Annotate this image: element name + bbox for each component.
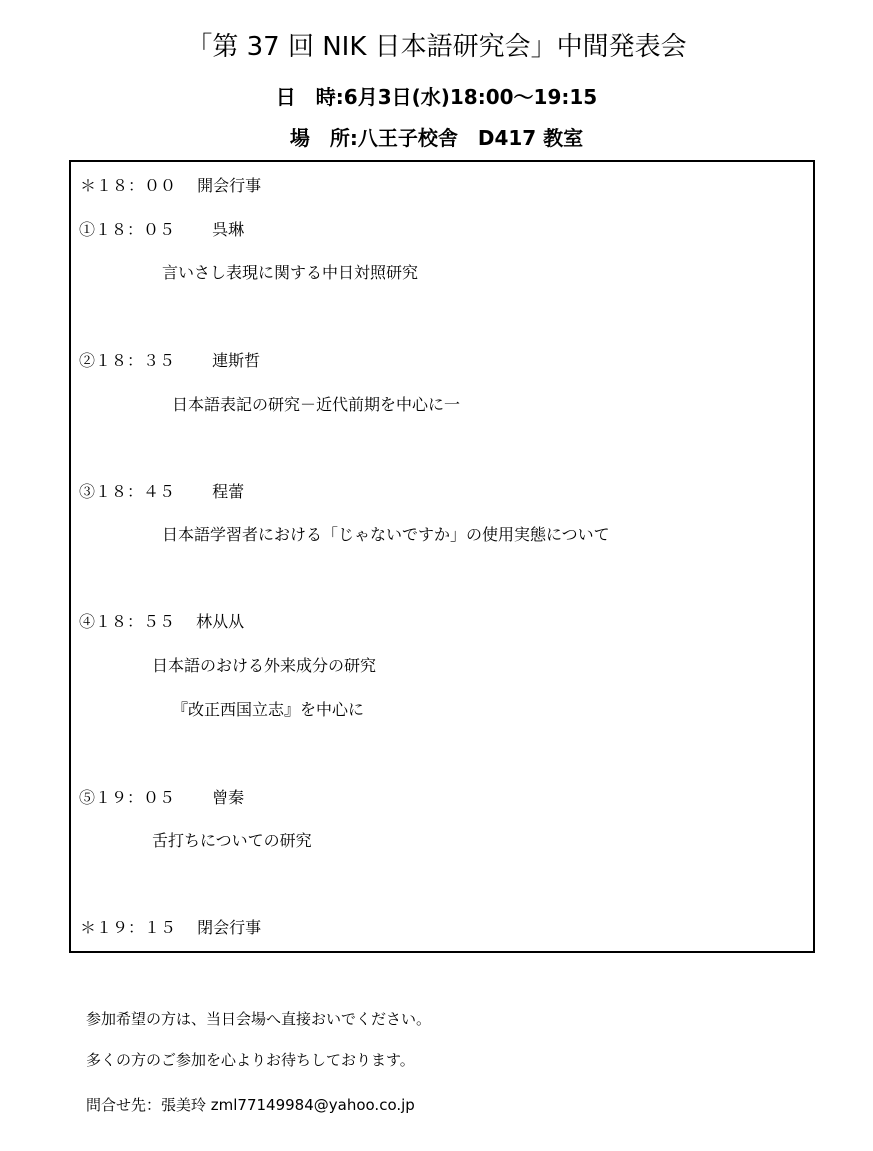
contact-info: 問合せ先：張美玲 zml77149984@yahoo.co.jp <box>86 1096 415 1114</box>
presentation-3-title: 日本語学習者における「じゃないですか」の使用実態について <box>162 525 610 544</box>
presentation-4-time: ④１８：５５ 林从从 <box>79 612 245 631</box>
presentation-4-subtitle: 『改正西国立志』を中心に <box>172 700 365 719</box>
presentation-5-time: ⑤１９：０５ 曾秦 <box>79 788 245 807</box>
presentation-2-title: 日本語表記の研究－近代前期を中心に一 <box>172 395 461 414</box>
event-location: 場 所:八王子校舎 D417 教室 <box>289 126 584 150</box>
page-title: 「第 37 回 NIK 日本語研究会」中間発表会 <box>186 32 687 62</box>
attendance-notice: 参加希望の方は、当日会場へ直接おいでください。 <box>86 1010 432 1028</box>
program-box <box>69 160 815 953</box>
presentation-3-time: ③１８：４５ 程蕾 <box>79 482 245 501</box>
event-date: 日 時:6月3日(水)18:00〜19:15 <box>275 85 598 109</box>
presentation-4-title: 日本語のおける外来成分の研究 <box>152 656 377 675</box>
opening-ceremony: ＊１８：００ 開会行事 <box>80 176 262 195</box>
presentation-2-time: ②１８：３５ 連斯哲 <box>79 351 261 370</box>
closing-ceremony: ＊１９：１５ 閉会行事 <box>80 918 262 937</box>
presentation-1-title: 言いさし表現に関する中日対照研究 <box>162 263 419 282</box>
presentation-1-time: ①１８：０５ 呉琳 <box>79 220 245 239</box>
presentation-5-title: 舌打ちについての研究 <box>152 831 312 850</box>
welcome-message: 多くの方のご参加を心よりお待ちしております。 <box>86 1051 415 1069</box>
